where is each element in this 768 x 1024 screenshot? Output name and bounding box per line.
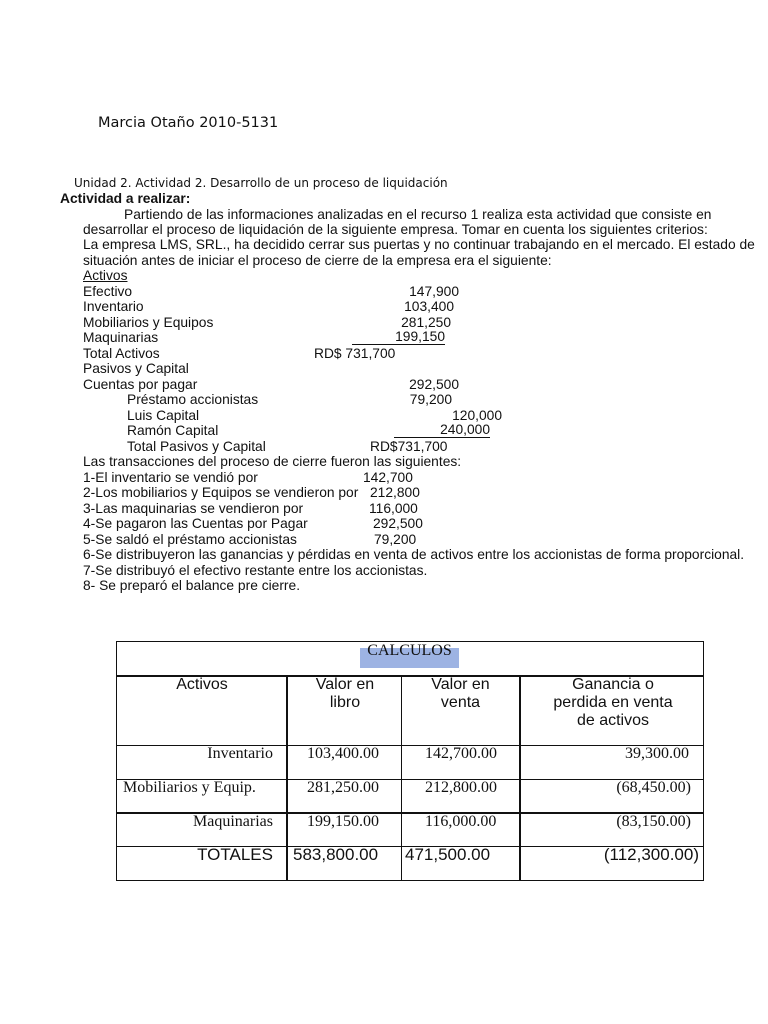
prestamo-value: 79,200 <box>409 392 452 407</box>
ramon-capital-value: 240,000 <box>394 423 490 438</box>
row-sale: 212,800.00 <box>425 779 497 796</box>
intro-line: desarrollar el proceso de liquidación de la siguiente empresa. Tomar en cuenta los siguientes criterios: <box>83 222 708 237</box>
row-book: 103,400.00 <box>307 745 379 762</box>
mobiliarios-value: 281,250 <box>401 315 451 330</box>
efectivo-value: 147,900 <box>409 284 459 299</box>
transaction-text: 3-Las maquinarias se vendieron por <box>83 501 304 516</box>
cuentas-pagar-value: 292,500 <box>409 377 459 392</box>
row-book: 199,150.00 <box>307 813 379 830</box>
mobiliarios-label: Mobiliarios y Equipos <box>83 315 214 330</box>
totals-gain: (112,300.00) <box>603 845 699 864</box>
luis-capital-label: Luis Capital <box>127 408 200 423</box>
transaction-value: 116,000 <box>369 501 418 516</box>
efectivo-label: Efectivo <box>83 284 133 299</box>
header-ganancia-perdida: Ganancia o perdida en venta de activos <box>553 676 673 729</box>
transactions-intro: Las transacciones del proceso de cierre fueron las siguientes: <box>83 454 462 469</box>
transaction-text: 1-El inventario se vendió por <box>83 470 258 485</box>
maquinarias-value: 199,150 <box>352 330 445 345</box>
totals-book: 583,800.00 <box>293 845 379 864</box>
row-name: Mobiliarios y Equip. <box>123 779 256 796</box>
transaction-text: 8- Se preparó el balance pre cierre. <box>83 578 301 593</box>
total-pasivos-value: RD$731,700 <box>370 439 448 454</box>
header-valor-libro: Valor en libro <box>315 676 375 711</box>
activos-header: Activos <box>83 268 128 283</box>
unit-title: Unidad 2. Actividad 2. Desarrollo de un proceso de liquidación <box>74 176 448 190</box>
prestamo-label: Préstamo accionistas <box>127 392 259 407</box>
row-name: Inventario <box>207 745 273 762</box>
row-name: Maquinarias <box>193 813 273 830</box>
row-sale: 142,700.00 <box>425 745 497 762</box>
transaction-value: 79,200 <box>374 532 417 547</box>
total-activos-label: Total Activos <box>83 346 160 361</box>
total-pasivos-label: Total Pasivos y Capital <box>127 439 266 454</box>
maquinarias-label: Maquinarias <box>83 330 159 345</box>
totals-sale: 471,500.00 <box>405 845 491 864</box>
author-name: Marcia Otaño 2010-5131 <box>98 115 279 131</box>
pasivos-header: Pasivos y Capital <box>83 361 189 376</box>
transaction-value: 212,800 <box>370 485 420 500</box>
table-title: CALCULOS <box>367 642 452 659</box>
row-gain: (83,150.00) <box>616 813 691 830</box>
totals-label: TOTALES <box>197 845 273 864</box>
transaction-text: 7-Se distribuyó el efectivo restante entre los accionistas. <box>83 563 428 578</box>
transaction-text: 2-Los mobiliarios y Equipos se vendieron por <box>83 485 359 500</box>
transaction-value: 142,700 <box>363 470 413 485</box>
intro-line: Partiendo de las informaciones analizadas en el recurso 1 realiza esta actividad que consiste en <box>124 207 712 222</box>
transaction-value: 292,500 <box>373 516 423 531</box>
row-gain: (68,450.00) <box>616 779 691 796</box>
calculos-table <box>116 641 704 881</box>
intro-line: La empresa LMS, SRL., ha decidido cerrar sus puertas y no continuar trabajando en el mercado. El estado de <box>83 237 755 252</box>
row-sale: 116,000.00 <box>425 813 497 830</box>
total-activos-value: RD$ 731,700 <box>314 346 396 361</box>
transaction-text: 4-Se pagaron las Cuentas por Pagar <box>83 516 308 531</box>
header-valor-venta: Valor en venta <box>431 676 490 711</box>
inventario-value: 103,400 <box>404 299 454 314</box>
cuentas-pagar-label: Cuentas por pagar <box>83 377 198 392</box>
transaction-text: 6-Se distribuyeron las ganancias y pérdidas en venta de activos entre los accionistas de forma proporcional. <box>83 547 745 562</box>
row-gain: 39,300.00 <box>625 745 689 762</box>
header-activos: Activos <box>176 676 228 693</box>
row-book: 281,250.00 <box>307 779 379 796</box>
table-rule <box>117 745 703 746</box>
intro-line: situación antes de iniciar el proceso de cierre de la empresa era el siguiente: <box>83 253 552 268</box>
luis-capital-value: 120,000 <box>452 408 502 423</box>
inventario-label: Inventario <box>83 299 144 314</box>
ramon-capital-label: Ramón Capital <box>127 423 219 438</box>
transaction-text: 5-Se saldó el préstamo accionistas <box>83 532 297 547</box>
activity-label: Actividad a realizar: <box>60 191 191 206</box>
